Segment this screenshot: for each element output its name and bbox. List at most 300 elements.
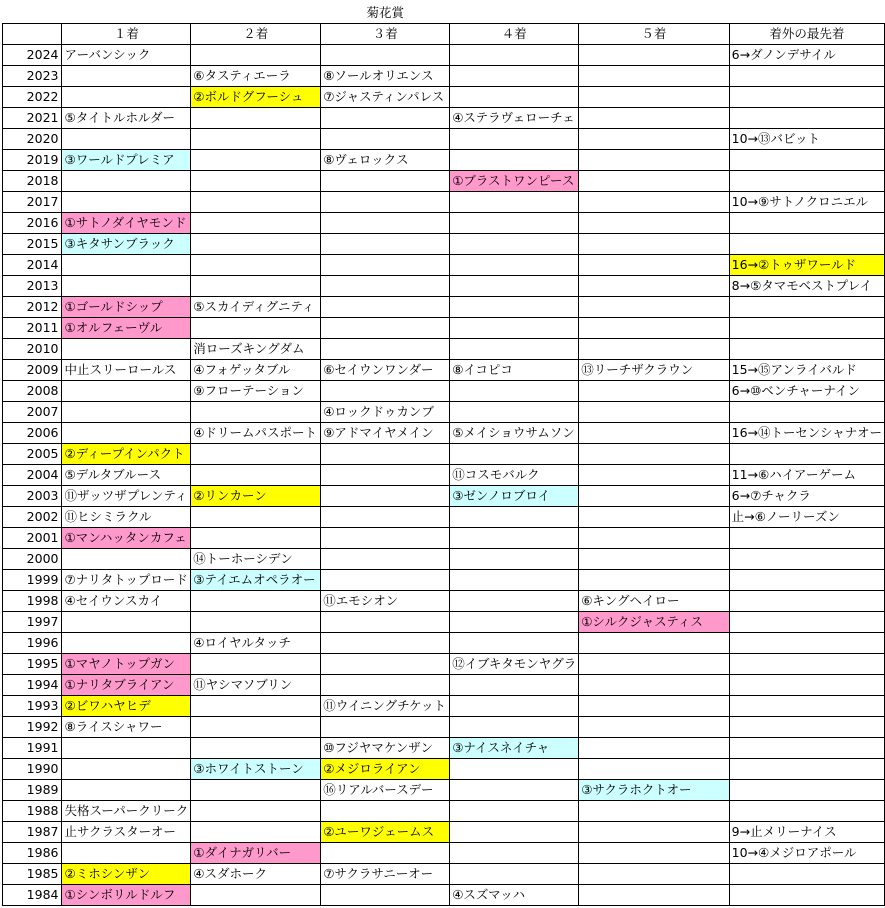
year-cell: 1996	[3, 633, 62, 654]
result-cell-4th	[450, 66, 579, 87]
year-cell: 1994	[3, 675, 62, 696]
result-cell-2nd	[191, 444, 321, 465]
result-cell-4th	[450, 213, 579, 234]
header-row	[3, 24, 885, 45]
result-cell-4th	[450, 276, 579, 297]
result-cell-5th	[579, 549, 729, 570]
results-table	[2, 3, 885, 906]
result-cell-best-unplaced	[729, 66, 884, 87]
result-cell-3rd	[321, 255, 450, 276]
header-best-unplaced: 着外の最先着	[729, 24, 884, 45]
header-year	[3, 24, 62, 45]
result-cell-4th	[450, 822, 579, 843]
result-cell-1st: 中止スリーロールス	[62, 360, 191, 381]
year-cell: 1988	[3, 801, 62, 822]
result-cell-5th	[579, 822, 729, 843]
result-cell-5th	[579, 864, 729, 885]
result-cell-1st: 失格スーパークリーク	[62, 801, 191, 822]
result-cell-2nd	[191, 171, 321, 192]
result-cell-3rd	[321, 129, 450, 150]
table-row	[3, 528, 885, 549]
result-cell-5th	[579, 675, 729, 696]
result-cell-best-unplaced	[729, 402, 884, 423]
result-cell-1st	[62, 633, 191, 654]
result-cell-1st	[62, 402, 191, 423]
result-cell-2nd: ③テイエムオペラオー	[191, 570, 321, 591]
year-cell: 2014	[3, 255, 62, 276]
table-row	[3, 381, 885, 402]
result-cell-1st	[62, 780, 191, 801]
table-row	[3, 234, 885, 255]
year-cell: 2013	[3, 276, 62, 297]
result-cell-2nd	[191, 129, 321, 150]
result-cell-3rd: ⑯リアルバースデー	[321, 780, 450, 801]
header-3rd: ３着	[321, 24, 450, 45]
result-cell-best-unplaced	[729, 612, 884, 633]
year-cell: 1991	[3, 738, 62, 759]
result-cell-2nd	[191, 822, 321, 843]
result-cell-best-unplaced: 16→②トゥザワールド	[729, 255, 884, 276]
result-cell-2nd: ④スダホーク	[191, 864, 321, 885]
result-cell-1st: ②ミホシンザン	[62, 864, 191, 885]
result-cell-2nd: ①ダイナガリバー	[191, 843, 321, 864]
result-cell-4th	[450, 297, 579, 318]
result-cell-5th	[579, 486, 729, 507]
result-cell-3rd	[321, 654, 450, 675]
result-cell-5th	[579, 444, 729, 465]
result-cell-3rd	[321, 549, 450, 570]
result-cell-4th	[450, 570, 579, 591]
table-row	[3, 864, 885, 885]
result-cell-3rd: ⑥セイウンワンダー	[321, 360, 450, 381]
result-cell-3rd	[321, 318, 450, 339]
result-cell-5th	[579, 465, 729, 486]
result-cell-1st: ⑪ヒシミラクル	[62, 507, 191, 528]
result-cell-3rd: ⑩フジヤマケンザン	[321, 738, 450, 759]
table-row	[3, 213, 885, 234]
result-cell-best-unplaced	[729, 696, 884, 717]
result-cell-best-unplaced: 8→⑤タマモベストプレイ	[729, 276, 884, 297]
result-cell-best-unplaced	[729, 570, 884, 591]
result-cell-5th	[579, 507, 729, 528]
table-row	[3, 423, 885, 444]
year-cell: 1992	[3, 717, 62, 738]
result-cell-4th: ③ゼンノロブロイ	[450, 486, 579, 507]
result-cell-4th: ⑤メイショウサムソン	[450, 423, 579, 444]
result-cell-4th: ⑪コスモバルク	[450, 465, 579, 486]
result-cell-1st: ①サトノダイヤモンド	[62, 213, 191, 234]
title-blank	[579, 3, 729, 24]
result-cell-4th	[450, 45, 579, 66]
result-cell-1st: ⑤デルタブルース	[62, 465, 191, 486]
result-cell-2nd	[191, 801, 321, 822]
result-cell-5th	[579, 234, 729, 255]
table-head	[3, 3, 885, 45]
result-cell-5th	[579, 276, 729, 297]
result-cell-3rd	[321, 528, 450, 549]
result-cell-best-unplaced	[729, 591, 884, 612]
result-cell-2nd	[191, 885, 321, 906]
result-cell-3rd	[321, 171, 450, 192]
result-cell-2nd	[191, 108, 321, 129]
result-cell-4th: ⑫イブキタモンヤグラ	[450, 654, 579, 675]
result-cell-2nd: ④フォゲッタブル	[191, 360, 321, 381]
result-cell-2nd: ⑥タスティエーラ	[191, 66, 321, 87]
result-cell-3rd	[321, 612, 450, 633]
table-row	[3, 717, 885, 738]
result-cell-4th	[450, 864, 579, 885]
table-row	[3, 570, 885, 591]
year-cell: 2000	[3, 549, 62, 570]
header-4th: ４着	[450, 24, 579, 45]
result-cell-1st: ③キタサンブラック	[62, 234, 191, 255]
result-cell-2nd	[191, 234, 321, 255]
result-cell-4th	[450, 129, 579, 150]
result-cell-2nd	[191, 696, 321, 717]
result-cell-1st	[62, 738, 191, 759]
result-cell-4th	[450, 549, 579, 570]
title-left-blank	[3, 3, 62, 24]
year-cell: 1997	[3, 612, 62, 633]
year-cell: 1998	[3, 591, 62, 612]
result-cell-best-unplaced	[729, 633, 884, 654]
result-cell-5th	[579, 318, 729, 339]
result-cell-1st: ⑦ナリタトップロード	[62, 570, 191, 591]
result-cell-3rd: ⑧ヴェロックス	[321, 150, 450, 171]
table-row	[3, 507, 885, 528]
result-cell-1st: ②ビワハヤヒデ	[62, 696, 191, 717]
year-cell: 2011	[3, 318, 62, 339]
result-cell-best-unplaced: 6→⑦チャクラ	[729, 486, 884, 507]
result-cell-best-unplaced: 10→⑬バビット	[729, 129, 884, 150]
year-cell: 1984	[3, 885, 62, 906]
year-cell: 1986	[3, 843, 62, 864]
result-cell-5th	[579, 528, 729, 549]
result-cell-1st: ①マンハッタンカフェ	[62, 528, 191, 549]
result-cell-best-unplaced	[729, 549, 884, 570]
result-cell-4th: ③ナイスネイチャ	[450, 738, 579, 759]
year-cell: 2004	[3, 465, 62, 486]
title-blank	[62, 3, 191, 24]
result-cell-4th	[450, 801, 579, 822]
year-cell: 2003	[3, 486, 62, 507]
result-cell-4th	[450, 192, 579, 213]
result-cell-best-unplaced	[729, 675, 884, 696]
result-cell-5th	[579, 255, 729, 276]
result-cell-best-unplaced	[729, 213, 884, 234]
result-cell-4th	[450, 444, 579, 465]
result-cell-3rd	[321, 675, 450, 696]
result-cell-best-unplaced	[729, 318, 884, 339]
table-row	[3, 696, 885, 717]
year-cell: 2010	[3, 339, 62, 360]
table-row	[3, 45, 885, 66]
result-cell-2nd	[191, 192, 321, 213]
result-cell-1st	[62, 381, 191, 402]
result-cell-1st: ⑪ザッツザプレンティ	[62, 486, 191, 507]
result-cell-5th	[579, 570, 729, 591]
table-row	[3, 885, 885, 906]
result-cell-4th	[450, 255, 579, 276]
result-cell-3rd	[321, 108, 450, 129]
result-cell-1st	[62, 87, 191, 108]
result-cell-5th	[579, 45, 729, 66]
result-cell-1st	[62, 423, 191, 444]
table-row	[3, 339, 885, 360]
result-cell-2nd	[191, 612, 321, 633]
result-cell-3rd: ⑦ジャスティンパレス	[321, 87, 450, 108]
table-row	[3, 192, 885, 213]
result-cell-best-unplaced	[729, 780, 884, 801]
year-cell: 2019	[3, 150, 62, 171]
result-cell-5th	[579, 423, 729, 444]
result-cell-5th	[579, 108, 729, 129]
result-cell-5th	[579, 696, 729, 717]
result-cell-3rd	[321, 444, 450, 465]
table-row	[3, 633, 885, 654]
table-row	[3, 654, 885, 675]
result-cell-2nd: ②ボルドグフーシュ	[191, 87, 321, 108]
result-cell-5th	[579, 150, 729, 171]
result-cell-3rd	[321, 339, 450, 360]
table-row	[3, 276, 885, 297]
result-cell-best-unplaced	[729, 171, 884, 192]
result-cell-2nd	[191, 318, 321, 339]
result-cell-best-unplaced: 10→④メジロアポール	[729, 843, 884, 864]
result-cell-3rd	[321, 717, 450, 738]
result-cell-best-unplaced	[729, 234, 884, 255]
table-row	[3, 612, 885, 633]
result-cell-5th	[579, 738, 729, 759]
result-cell-5th: ⑬リーチザクラウン	[579, 360, 729, 381]
result-cell-3rd	[321, 465, 450, 486]
result-cell-3rd: ②ユーワジェームス	[321, 822, 450, 843]
result-cell-2nd: 消ローズキングダム	[191, 339, 321, 360]
result-cell-4th	[450, 780, 579, 801]
result-cell-4th	[450, 150, 579, 171]
result-cell-2nd	[191, 717, 321, 738]
result-cell-5th	[579, 297, 729, 318]
result-cell-1st	[62, 192, 191, 213]
year-cell: 2024	[3, 45, 62, 66]
table-row	[3, 150, 885, 171]
table-row	[3, 675, 885, 696]
result-cell-1st: ④セイウンスカイ	[62, 591, 191, 612]
result-cell-4th	[450, 843, 579, 864]
result-cell-best-unplaced	[729, 444, 884, 465]
table-row	[3, 486, 885, 507]
result-cell-2nd	[191, 591, 321, 612]
result-cell-3rd: ②メジロライアン	[321, 759, 450, 780]
year-cell: 2009	[3, 360, 62, 381]
result-cell-5th	[579, 717, 729, 738]
table-row	[3, 129, 885, 150]
year-cell: 2020	[3, 129, 62, 150]
result-cell-3rd	[321, 486, 450, 507]
result-cell-4th: ⑧イコピコ	[450, 360, 579, 381]
table-row	[3, 465, 885, 486]
table-row	[3, 780, 885, 801]
result-cell-3rd: ⑪エモシオン	[321, 591, 450, 612]
table-row	[3, 738, 885, 759]
result-cell-2nd: ④ドリームパスポート	[191, 423, 321, 444]
result-cell-best-unplaced: 6→ダノンデサイル	[729, 45, 884, 66]
result-cell-4th	[450, 87, 579, 108]
result-cell-best-unplaced: 止→⑥ノーリーズン	[729, 507, 884, 528]
table-row	[3, 171, 885, 192]
result-cell-best-unplaced: 15→⑮アンライバルド	[729, 360, 884, 381]
result-cell-2nd	[191, 528, 321, 549]
result-cell-4th	[450, 318, 579, 339]
result-cell-3rd	[321, 45, 450, 66]
result-cell-4th	[450, 507, 579, 528]
year-cell: 2022	[3, 87, 62, 108]
year-cell: 2002	[3, 507, 62, 528]
year-cell: 1985	[3, 864, 62, 885]
result-cell-3rd	[321, 234, 450, 255]
table-row	[3, 255, 885, 276]
result-cell-1st: ①ゴールドシップ	[62, 297, 191, 318]
result-cell-3rd	[321, 885, 450, 906]
result-cell-5th: ③サクラホクトオー	[579, 780, 729, 801]
result-cell-1st	[62, 612, 191, 633]
table-row	[3, 87, 885, 108]
table-row	[3, 66, 885, 87]
result-cell-3rd: ⑨アドマイヤメイン	[321, 423, 450, 444]
result-cell-4th	[450, 591, 579, 612]
result-cell-best-unplaced: 9→止メリーナイス	[729, 822, 884, 843]
result-cell-4th: ④スズマッハ	[450, 885, 579, 906]
result-cell-best-unplaced	[729, 528, 884, 549]
title-blank	[191, 3, 321, 24]
result-cell-best-unplaced	[729, 297, 884, 318]
result-cell-4th	[450, 234, 579, 255]
result-cell-1st: ⑤タイトルホルダー	[62, 108, 191, 129]
result-cell-1st	[62, 171, 191, 192]
result-cell-4th	[450, 759, 579, 780]
result-cell-5th	[579, 654, 729, 675]
result-cell-5th	[579, 213, 729, 234]
table-row	[3, 591, 885, 612]
result-cell-best-unplaced	[729, 801, 884, 822]
result-cell-3rd: ⑧ソールオリエンス	[321, 66, 450, 87]
year-cell: 2008	[3, 381, 62, 402]
year-cell: 2005	[3, 444, 62, 465]
result-cell-best-unplaced	[729, 759, 884, 780]
result-cell-1st: ②ディープインパクト	[62, 444, 191, 465]
result-cell-1st	[62, 549, 191, 570]
year-cell: 2018	[3, 171, 62, 192]
result-cell-2nd	[191, 738, 321, 759]
result-cell-5th	[579, 381, 729, 402]
result-cell-5th	[579, 339, 729, 360]
year-cell: 2015	[3, 234, 62, 255]
result-cell-4th	[450, 696, 579, 717]
result-cell-best-unplaced	[729, 717, 884, 738]
table-row	[3, 444, 885, 465]
result-cell-best-unplaced: 10→⑨サトノクロニエル	[729, 192, 884, 213]
header-2nd: ２着	[191, 24, 321, 45]
result-cell-3rd	[321, 213, 450, 234]
result-cell-1st: ③ワールドプレミア	[62, 150, 191, 171]
result-cell-1st	[62, 339, 191, 360]
table-row	[3, 549, 885, 570]
result-cell-best-unplaced	[729, 150, 884, 171]
year-cell: 1993	[3, 696, 62, 717]
result-cell-1st: アーバンシック	[62, 45, 191, 66]
result-cell-4th	[450, 612, 579, 633]
table-row	[3, 318, 885, 339]
result-cell-4th	[450, 633, 579, 654]
header-5th: ５着	[579, 24, 729, 45]
result-cell-4th	[450, 675, 579, 696]
result-cell-4th	[450, 528, 579, 549]
result-cell-5th	[579, 843, 729, 864]
result-cell-2nd	[191, 45, 321, 66]
result-cell-3rd	[321, 570, 450, 591]
result-cell-3rd	[321, 192, 450, 213]
result-cell-2nd	[191, 402, 321, 423]
title-right-blank	[729, 3, 884, 24]
result-cell-2nd: ⑭トーホーシデン	[191, 549, 321, 570]
result-cell-2nd	[191, 780, 321, 801]
result-cell-2nd: ⑨フローテーション	[191, 381, 321, 402]
result-cell-1st: ①オルフェーヴル	[62, 318, 191, 339]
result-cell-2nd	[191, 654, 321, 675]
result-cell-4th	[450, 402, 579, 423]
result-cell-best-unplaced	[729, 87, 884, 108]
year-cell: 2007	[3, 402, 62, 423]
result-cell-4th	[450, 717, 579, 738]
year-cell: 2017	[3, 192, 62, 213]
result-cell-4th: ④ステラヴェローチェ	[450, 108, 579, 129]
result-cell-5th	[579, 192, 729, 213]
result-cell-1st	[62, 129, 191, 150]
table-row	[3, 360, 885, 381]
result-cell-1st	[62, 255, 191, 276]
result-cell-best-unplaced	[729, 339, 884, 360]
result-cell-best-unplaced	[729, 738, 884, 759]
result-cell-1st: 止サクラスターオー	[62, 822, 191, 843]
result-cell-best-unplaced: 16→⑭トーセンシャナオー	[729, 423, 884, 444]
result-cell-1st: ⑧ライスシャワー	[62, 717, 191, 738]
result-cell-5th	[579, 759, 729, 780]
result-cell-best-unplaced	[729, 108, 884, 129]
result-cell-1st	[62, 759, 191, 780]
result-cell-2nd	[191, 507, 321, 528]
result-cell-best-unplaced	[729, 864, 884, 885]
result-cell-3rd	[321, 843, 450, 864]
result-cell-3rd	[321, 381, 450, 402]
year-cell: 2006	[3, 423, 62, 444]
result-cell-1st: ①マヤノトップガン	[62, 654, 191, 675]
result-cell-5th	[579, 801, 729, 822]
result-cell-5th	[579, 171, 729, 192]
result-cell-5th	[579, 885, 729, 906]
result-cell-5th	[579, 87, 729, 108]
year-cell: 2023	[3, 66, 62, 87]
result-cell-1st: ①シンボリルドルフ	[62, 885, 191, 906]
result-cell-4th: ①ブラストワンピース	[450, 171, 579, 192]
year-cell: 1987	[3, 822, 62, 843]
table-row	[3, 801, 885, 822]
result-cell-2nd	[191, 465, 321, 486]
result-cell-2nd	[191, 255, 321, 276]
result-cell-best-unplaced: 11→⑥ハイアーゲーム	[729, 465, 884, 486]
result-cell-1st	[62, 66, 191, 87]
title-row	[3, 3, 885, 24]
result-cell-2nd	[191, 276, 321, 297]
